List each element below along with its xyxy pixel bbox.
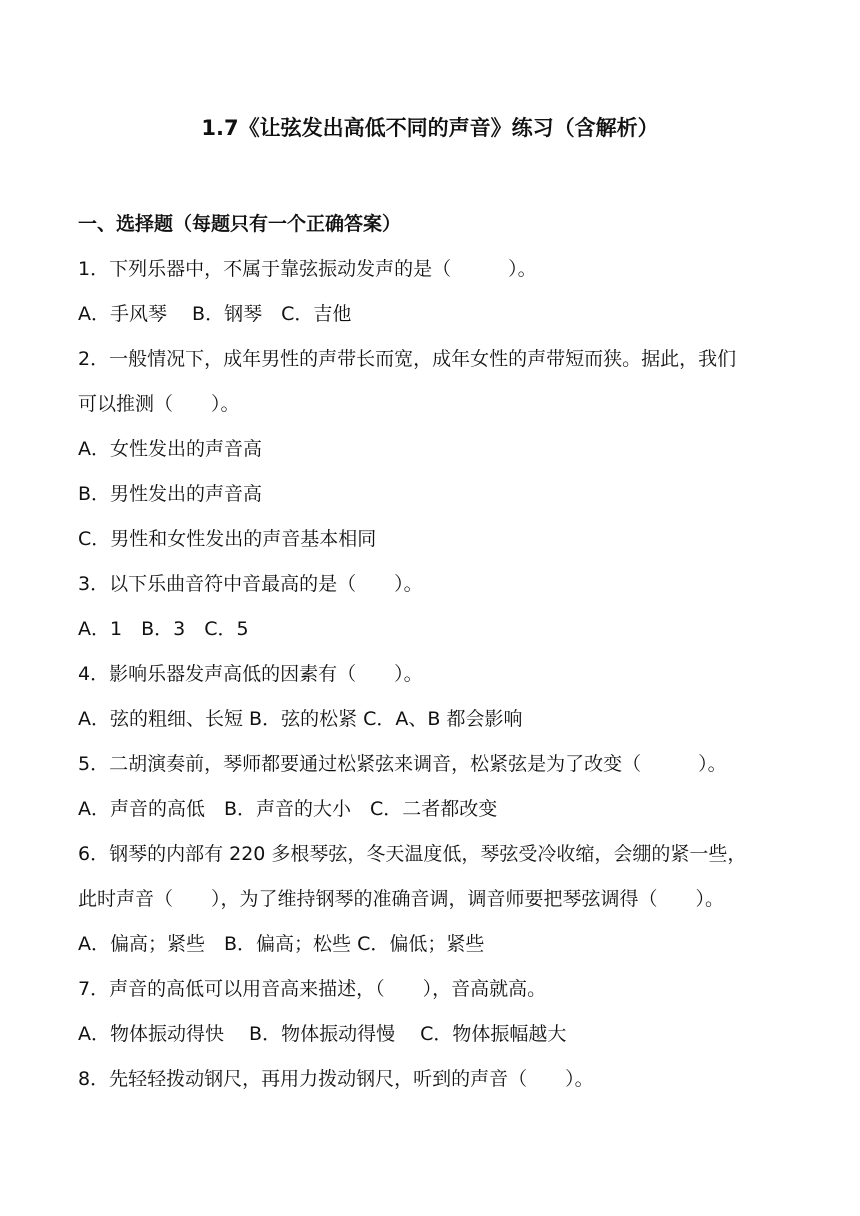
question-4: 4．影响乐器发声高低的因素有（ ）。 bbox=[78, 663, 423, 685]
question-2-option-b: B．男性发出的声音高 bbox=[78, 483, 263, 505]
question-1: 1．下列乐器中，不属于靠弦振动发声的是（ ）。 bbox=[78, 258, 537, 280]
question-6-options: A．偏高；紧些 B．偏高；松些 C．偏低；紧些 bbox=[78, 933, 485, 955]
section-heading: 一、选择题（每题只有一个正确答案） bbox=[78, 213, 402, 235]
question-6: 6．钢琴的内部有 220 多根琴弦，冬天温度低，琴弦受冷收缩，会绷的紧一些， bbox=[78, 843, 747, 865]
question-3-options: A．1 B．3 C．5 bbox=[78, 618, 249, 640]
document-title: 1.7《让弦发出高低不同的声音》练习（含解析） bbox=[201, 116, 659, 140]
question-2-continuation: 可以推测（ ）。 bbox=[78, 393, 240, 415]
question-5-options: A．声音的高低 B．声音的大小 C．二者都改变 bbox=[78, 798, 498, 820]
document-body bbox=[78, 202, 798, 1102]
question-4-options: A．弦的粗细、长短 B．弦的松紧 C．A、B 都会影响 bbox=[78, 708, 523, 730]
question-2: 2．一般情况下，成年男性的声带长而宽，成年女性的声带短而狭。据此，我们 bbox=[78, 348, 737, 370]
question-2-option-c: C．男性和女性发出的声音基本相同 bbox=[78, 528, 377, 550]
question-7: 7．声音的高低可以用音高来描述，（ ），音高就高。 bbox=[78, 978, 547, 1000]
question-6-continuation: 此时声音（ ），为了维持钢琴的准确音调，调音师要把琴弦调得（ ）。 bbox=[78, 888, 725, 910]
question-8: 8．先轻轻拨动钢尺，再用力拨动钢尺，听到的声音（ ）。 bbox=[78, 1068, 594, 1090]
question-3: 3．以下乐曲音符中音最高的是（ ）。 bbox=[78, 573, 423, 595]
question-7-options: A．物体振动得快 B．物体振动得慢 C．物体振幅越大 bbox=[78, 1023, 567, 1045]
question-5: 5．二胡演奏前，琴师都要通过松紧弦来调音，松紧弦是为了改变（ ）。 bbox=[78, 753, 727, 775]
question-1-options: A．手风琴 B．钢琴 C．吉他 bbox=[78, 303, 352, 325]
question-2-option-a: A．女性发出的声音高 bbox=[78, 438, 262, 460]
